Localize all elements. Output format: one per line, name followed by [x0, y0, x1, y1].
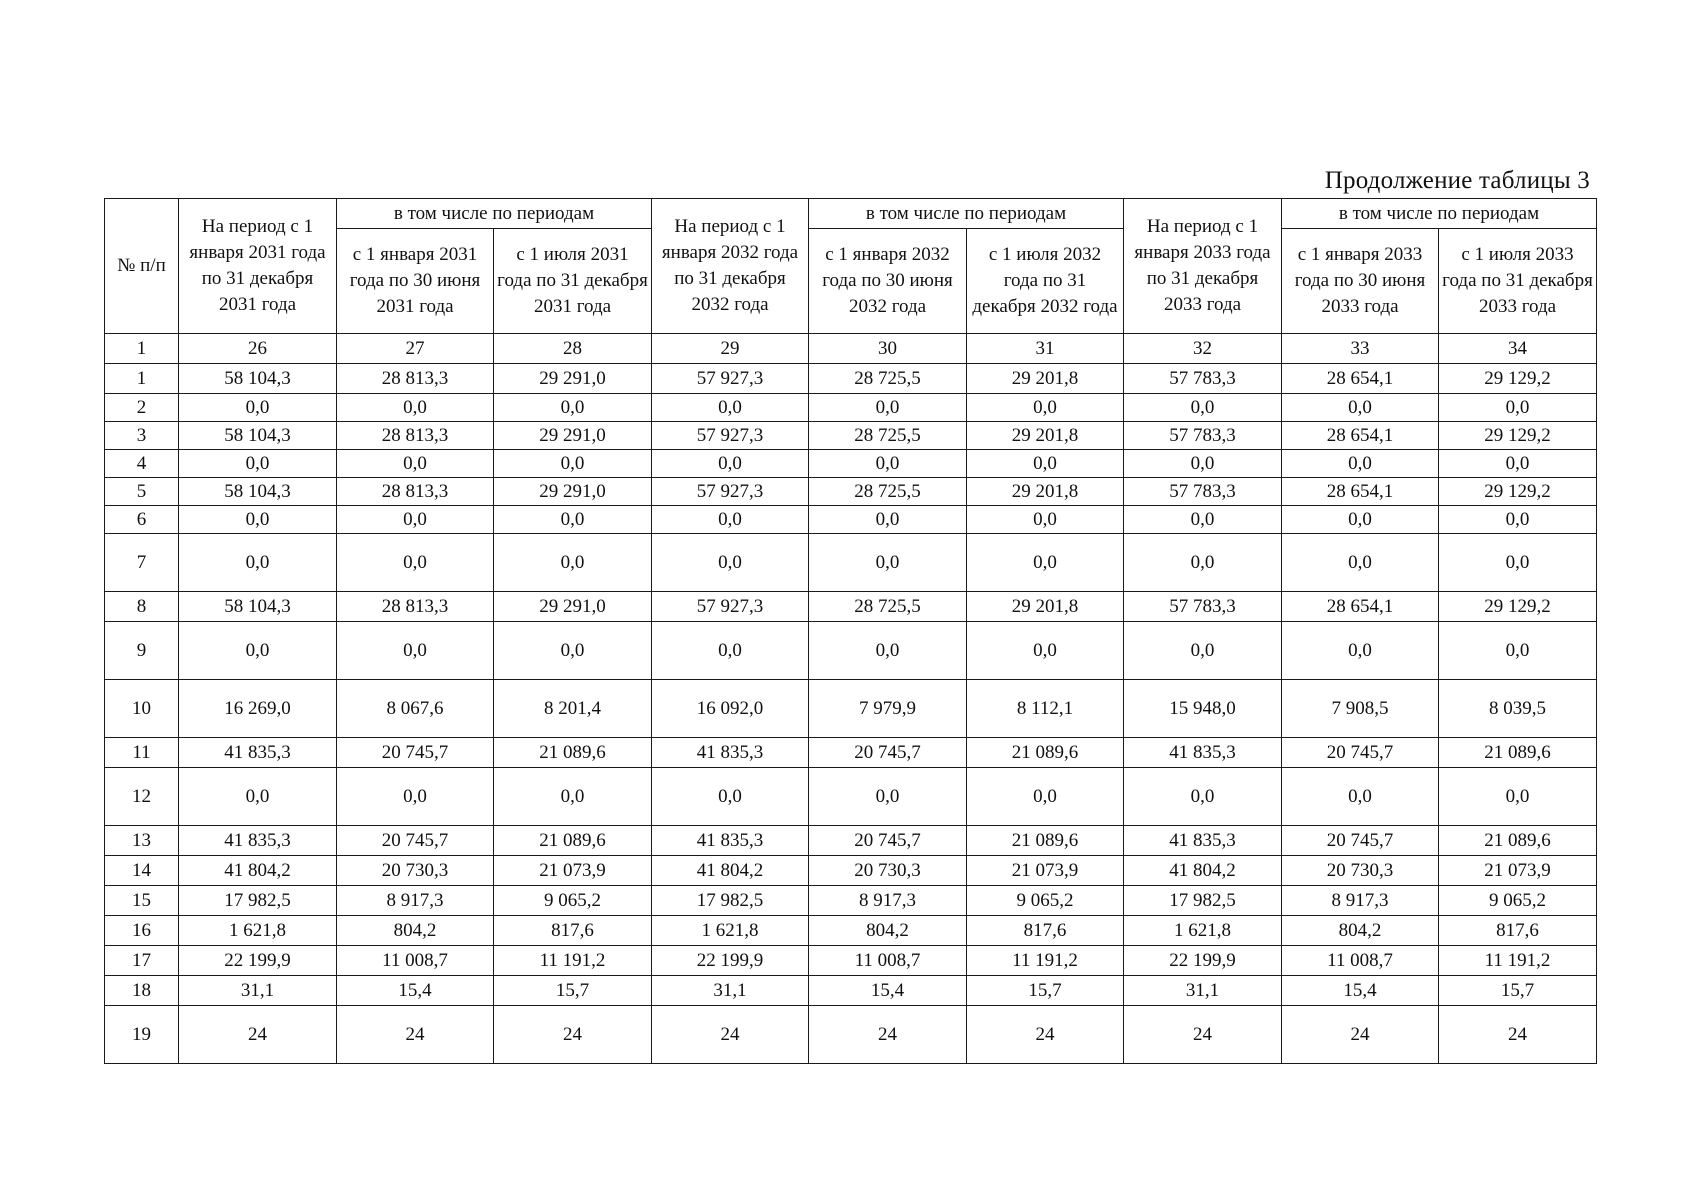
value-cell: 29 291,0	[494, 422, 652, 450]
value-cell: 8 917,3	[809, 886, 967, 916]
value-cell: 28 813,3	[337, 592, 494, 622]
value-cell: 20 730,3	[1282, 856, 1439, 886]
value-cell: 57 783,3	[1124, 364, 1282, 394]
value-cell: 11 008,7	[809, 946, 967, 976]
value-cell: 0,0	[1439, 394, 1597, 422]
value-cell: 0,0	[652, 534, 809, 592]
value-cell: 28 725,5	[809, 364, 967, 394]
column-number: 30	[809, 334, 967, 364]
value-cell: 0,0	[1124, 394, 1282, 422]
value-cell: 0,0	[652, 622, 809, 680]
value-cell: 41 835,3	[1124, 738, 1282, 768]
value-cell: 0,0	[1282, 622, 1439, 680]
table-body	[105, 364, 1597, 1064]
row-number-cell: 18	[105, 976, 179, 1006]
row-number-cell: 19	[105, 1006, 179, 1064]
value-cell: 7 908,5	[1282, 680, 1439, 738]
value-cell: 0,0	[494, 506, 652, 534]
value-cell: 24	[179, 1006, 337, 1064]
value-cell: 11 008,7	[337, 946, 494, 976]
table-row	[105, 976, 1597, 1006]
period-2033-h2-header: с 1 июля 2033 года по 31 декабря 2033 года	[1439, 229, 1597, 334]
value-cell: 20 745,7	[809, 826, 967, 856]
value-cell: 0,0	[1124, 534, 1282, 592]
value-cell: 0,0	[179, 768, 337, 826]
value-cell: 28 654,1	[1282, 364, 1439, 394]
value-cell: 57 783,3	[1124, 422, 1282, 450]
row-number-cell: 3	[105, 422, 179, 450]
value-cell: 24	[1282, 1006, 1439, 1064]
column-number: 27	[337, 334, 494, 364]
value-cell: 24	[494, 1006, 652, 1064]
column-number: 34	[1439, 334, 1597, 364]
value-cell: 15,4	[337, 976, 494, 1006]
value-cell: 28 813,3	[337, 422, 494, 450]
row-number-header: № п/п	[105, 199, 179, 334]
value-cell: 28 654,1	[1282, 478, 1439, 506]
value-cell: 20 745,7	[337, 826, 494, 856]
value-cell: 817,6	[967, 916, 1124, 946]
value-cell: 15,4	[1282, 976, 1439, 1006]
value-cell: 29 201,8	[967, 364, 1124, 394]
value-cell: 41 804,2	[1124, 856, 1282, 886]
value-cell: 31,1	[1124, 976, 1282, 1006]
value-cell: 1 621,8	[179, 916, 337, 946]
header-row-top	[105, 199, 1597, 229]
value-cell: 16 092,0	[652, 680, 809, 738]
value-cell: 0,0	[652, 394, 809, 422]
period-2033-total-header: На период с 1 января 2033 года по 31 декабря 2033 года	[1124, 199, 1282, 334]
value-cell: 15,7	[1439, 976, 1597, 1006]
value-cell: 57 783,3	[1124, 478, 1282, 506]
column-number: 26	[179, 334, 337, 364]
value-cell: 0,0	[967, 506, 1124, 534]
row-number-cell: 1	[105, 364, 179, 394]
value-cell: 41 835,3	[1124, 826, 1282, 856]
value-cell: 0,0	[967, 394, 1124, 422]
value-cell: 15,7	[494, 976, 652, 1006]
row-number-cell: 9	[105, 622, 179, 680]
value-cell: 0,0	[809, 506, 967, 534]
value-cell: 21 089,6	[967, 826, 1124, 856]
value-cell: 0,0	[652, 506, 809, 534]
value-cell: 0,0	[809, 622, 967, 680]
value-cell: 817,6	[494, 916, 652, 946]
value-cell: 0,0	[967, 768, 1124, 826]
value-cell: 0,0	[337, 506, 494, 534]
value-cell: 24	[1439, 1006, 1597, 1064]
table-row	[105, 478, 1597, 506]
row-number-cell: 13	[105, 826, 179, 856]
value-cell: 20 745,7	[1282, 826, 1439, 856]
table-row	[105, 534, 1597, 592]
value-cell: 8 067,6	[337, 680, 494, 738]
value-cell: 28 725,5	[809, 478, 967, 506]
value-cell: 21 073,9	[494, 856, 652, 886]
period-2031-total-header: На период с 1 января 2031 года по 31 декабря 2031 года	[179, 199, 337, 334]
value-cell: 15,7	[967, 976, 1124, 1006]
value-cell: 29 201,8	[967, 478, 1124, 506]
value-cell: 28 813,3	[337, 478, 494, 506]
row-number-cell: 12	[105, 768, 179, 826]
value-cell: 31,1	[179, 976, 337, 1006]
value-cell: 58 104,3	[179, 422, 337, 450]
value-cell: 17 982,5	[1124, 886, 1282, 916]
value-cell: 0,0	[967, 622, 1124, 680]
value-cell: 29 201,8	[967, 422, 1124, 450]
value-cell: 1 621,8	[1124, 916, 1282, 946]
value-cell: 0,0	[652, 450, 809, 478]
table-row	[105, 364, 1597, 394]
table-row	[105, 680, 1597, 738]
value-cell: 0,0	[337, 534, 494, 592]
value-cell: 804,2	[337, 916, 494, 946]
value-cell: 8 112,1	[967, 680, 1124, 738]
value-cell: 11 191,2	[967, 946, 1124, 976]
value-cell: 0,0	[494, 450, 652, 478]
value-cell: 21 089,6	[1439, 738, 1597, 768]
value-cell: 8 917,3	[1282, 886, 1439, 916]
value-cell: 29 129,2	[1439, 422, 1597, 450]
value-cell: 58 104,3	[179, 478, 337, 506]
value-cell: 0,0	[494, 534, 652, 592]
row-number-cell: 10	[105, 680, 179, 738]
value-cell: 21 089,6	[967, 738, 1124, 768]
value-cell: 0,0	[1282, 534, 1439, 592]
value-cell: 22 199,9	[652, 946, 809, 976]
value-cell: 17 982,5	[179, 886, 337, 916]
value-cell: 29 291,0	[494, 592, 652, 622]
value-cell: 0,0	[337, 394, 494, 422]
value-cell: 21 089,6	[1439, 826, 1597, 856]
value-cell: 0,0	[1439, 506, 1597, 534]
value-cell: 29 129,2	[1439, 478, 1597, 506]
value-cell: 0,0	[1439, 622, 1597, 680]
column-number: 33	[1282, 334, 1439, 364]
value-cell: 28 654,1	[1282, 592, 1439, 622]
value-cell: 8 917,3	[337, 886, 494, 916]
value-cell: 31,1	[652, 976, 809, 1006]
value-cell: 57 927,3	[652, 592, 809, 622]
value-cell: 11 008,7	[1282, 946, 1439, 976]
period-2031-h2-header: с 1 июля 2031 года по 31 декабря 2031 года	[494, 229, 652, 334]
value-cell: 20 745,7	[337, 738, 494, 768]
value-cell: 0,0	[967, 450, 1124, 478]
row-number-cell: 15	[105, 886, 179, 916]
value-cell: 0,0	[1439, 534, 1597, 592]
value-cell: 21 073,9	[967, 856, 1124, 886]
value-cell: 0,0	[1439, 450, 1597, 478]
value-cell: 16 269,0	[179, 680, 337, 738]
period-2031-h1-header: с 1 января 2031 года по 30 июня 2031 года	[337, 229, 494, 334]
table-row	[105, 886, 1597, 916]
row-number-cell: 16	[105, 916, 179, 946]
table-row	[105, 450, 1597, 478]
value-cell: 0,0	[652, 768, 809, 826]
row-number-cell: 11	[105, 738, 179, 768]
value-cell: 804,2	[809, 916, 967, 946]
value-cell: 0,0	[494, 622, 652, 680]
row-number-cell: 2	[105, 394, 179, 422]
column-number: 28	[494, 334, 652, 364]
table-row	[105, 946, 1597, 976]
value-cell: 24	[337, 1006, 494, 1064]
data-table	[104, 198, 1597, 1064]
value-cell: 9 065,2	[494, 886, 652, 916]
value-cell: 24	[1124, 1006, 1282, 1064]
value-cell: 41 835,3	[652, 826, 809, 856]
row-number-cell: 7	[105, 534, 179, 592]
period-2032-group-header: в том числе по периодам	[809, 199, 1124, 229]
value-cell: 0,0	[179, 622, 337, 680]
value-cell: 41 835,3	[179, 738, 337, 768]
table-row	[105, 768, 1597, 826]
value-cell: 8 201,4	[494, 680, 652, 738]
value-cell: 20 730,3	[809, 856, 967, 886]
value-cell: 0,0	[337, 768, 494, 826]
value-cell: 0,0	[809, 768, 967, 826]
value-cell: 22 199,9	[179, 946, 337, 976]
value-cell: 57 927,3	[652, 364, 809, 394]
table-caption: Продолжение таблицы 3	[1324, 167, 1590, 194]
column-number: 31	[967, 334, 1124, 364]
row-number-cell: 6	[105, 506, 179, 534]
value-cell: 29 291,0	[494, 364, 652, 394]
value-cell: 0,0	[1124, 506, 1282, 534]
value-cell: 20 730,3	[337, 856, 494, 886]
table-row	[105, 592, 1597, 622]
column-number: 29	[652, 334, 809, 364]
value-cell: 11 191,2	[1439, 946, 1597, 976]
row-number-cell: 5	[105, 478, 179, 506]
value-cell: 0,0	[494, 768, 652, 826]
table-row	[105, 916, 1597, 946]
value-cell: 57 927,3	[652, 422, 809, 450]
value-cell: 7 979,9	[809, 680, 967, 738]
value-cell: 28 813,3	[337, 364, 494, 394]
table-row	[105, 738, 1597, 768]
value-cell: 0,0	[1124, 450, 1282, 478]
value-cell: 58 104,3	[179, 364, 337, 394]
value-cell: 0,0	[809, 534, 967, 592]
value-cell: 41 835,3	[179, 826, 337, 856]
period-2033-h1-header: с 1 января 2033 года по 30 июня 2033 года	[1282, 229, 1439, 334]
value-cell: 57 927,3	[652, 478, 809, 506]
period-2032-h1-header: с 1 января 2032 года по 30 июня 2032 года	[809, 229, 967, 334]
value-cell: 29 201,8	[967, 592, 1124, 622]
value-cell: 0,0	[179, 450, 337, 478]
value-cell: 9 065,2	[1439, 886, 1597, 916]
value-cell: 29 291,0	[494, 478, 652, 506]
value-cell: 17 982,5	[652, 886, 809, 916]
value-cell: 58 104,3	[179, 592, 337, 622]
row-number-cell: 17	[105, 946, 179, 976]
value-cell: 0,0	[967, 534, 1124, 592]
value-cell: 1 621,8	[652, 916, 809, 946]
table-row	[105, 394, 1597, 422]
value-cell: 0,0	[179, 506, 337, 534]
value-cell: 20 745,7	[809, 738, 967, 768]
value-cell: 0,0	[494, 394, 652, 422]
value-cell: 0,0	[337, 622, 494, 680]
value-cell: 0,0	[809, 394, 967, 422]
value-cell: 0,0	[1282, 394, 1439, 422]
period-2032-h2-header: с 1 июля 2032 года по 31 декабря 2032 года	[967, 229, 1124, 334]
column-number: 1	[105, 334, 179, 364]
value-cell: 22 199,9	[1124, 946, 1282, 976]
value-cell: 817,6	[1439, 916, 1597, 946]
value-cell: 57 783,3	[1124, 592, 1282, 622]
table-row	[105, 506, 1597, 534]
value-cell: 21 089,6	[494, 738, 652, 768]
table-row	[105, 422, 1597, 450]
value-cell: 0,0	[1439, 768, 1597, 826]
value-cell: 804,2	[1282, 916, 1439, 946]
period-2031-group-header: в том числе по периодам	[337, 199, 652, 229]
value-cell: 21 073,9	[1439, 856, 1597, 886]
table-row	[105, 856, 1597, 886]
table-row	[105, 1006, 1597, 1064]
period-2033-group-header: в том числе по периодам	[1282, 199, 1597, 229]
value-cell: 0,0	[179, 394, 337, 422]
value-cell: 11 191,2	[494, 946, 652, 976]
value-cell: 8 039,5	[1439, 680, 1597, 738]
column-number-row	[105, 334, 1597, 364]
value-cell: 24	[967, 1006, 1124, 1064]
column-number: 32	[1124, 334, 1282, 364]
value-cell: 28 725,5	[809, 592, 967, 622]
value-cell: 15 948,0	[1124, 680, 1282, 738]
value-cell: 15,4	[809, 976, 967, 1006]
value-cell: 0,0	[1282, 450, 1439, 478]
value-cell: 24	[809, 1006, 967, 1064]
value-cell: 41 804,2	[179, 856, 337, 886]
row-number-cell: 8	[105, 592, 179, 622]
table-row	[105, 622, 1597, 680]
value-cell: 28 654,1	[1282, 422, 1439, 450]
value-cell: 0,0	[1124, 768, 1282, 826]
value-cell: 29 129,2	[1439, 364, 1597, 394]
value-cell: 29 129,2	[1439, 592, 1597, 622]
value-cell: 0,0	[809, 450, 967, 478]
value-cell: 0,0	[1282, 506, 1439, 534]
period-2032-total-header: На период с 1 января 2032 года по 31 декабря 2032 года	[652, 199, 809, 334]
value-cell: 41 835,3	[652, 738, 809, 768]
value-cell: 41 804,2	[652, 856, 809, 886]
row-number-cell: 14	[105, 856, 179, 886]
value-cell: 9 065,2	[967, 886, 1124, 916]
value-cell: 20 745,7	[1282, 738, 1439, 768]
value-cell: 21 089,6	[494, 826, 652, 856]
value-cell: 0,0	[179, 534, 337, 592]
value-cell: 0,0	[1282, 768, 1439, 826]
value-cell: 24	[652, 1006, 809, 1064]
table-row	[105, 826, 1597, 856]
value-cell: 0,0	[337, 450, 494, 478]
row-number-cell: 4	[105, 450, 179, 478]
value-cell: 28 725,5	[809, 422, 967, 450]
value-cell: 0,0	[1124, 622, 1282, 680]
